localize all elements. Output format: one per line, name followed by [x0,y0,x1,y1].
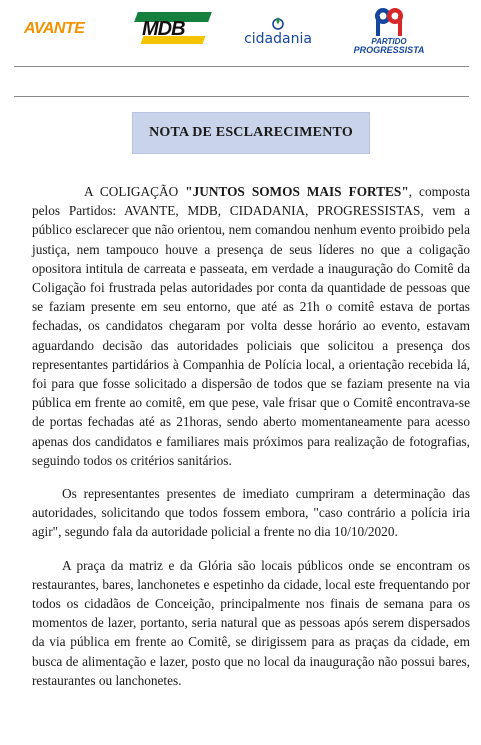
document-title: NOTA DE ESCLARECIMENTO [132,112,370,154]
header-divider [14,66,469,67]
paragraph-1-text: , composta pelos Partidos: AVANTE, MDB, CIDADANIA, PROGRESSISTAS, vem a público esclarecer que não orientou, nem comandou nenhum evento proibido pela justiça, nem tampouco houve a presença de seus líderes no que a coligação opositora intitula de carreata e passeata, em verdade a inauguração do Comitê da Coligação foi frustrada pelas autoridades por conta da quantidade de pessoas que se faziam presente em seu entorno, que até as 21h o comitê estava de portas fechadas, os candidatos chegaram por volta desse horário ao evento, estavam aguardando decisão das autoridades policiais que solicitou a presença dos representantes partidários à Companhia de Polícia local, a orientação recebida lá, foi para que fosse solicitado a dispersão de todos que se faziam presente na via pública em frente ao comitê, em que pese, vale frisar que o Comitê encontrava-se de portas fechadas até as 21horas, sendo aberto momentaneamente para acesso apenas dos candidatos e familiares mais próximos para realização de fotografias, seguindo todos os critérios sanitários. [32,184,470,468]
coalition-name: "JUNTOS SOMOS MAIS FORTES" [185,184,409,199]
cidadania-logo-text: cidadania [244,31,312,47]
progressistas-logo-line2: PROGRESSISTA [353,45,425,55]
document-body [32,182,470,690]
progressistas-pp-icon [372,6,406,38]
paragraph-3: A praça da matriz e da Glória são locais públicos onde se encontram os restaurantes, bares, lanchonetes e espetinho da cidade, local este frequentando por todos os cidadãos de Conceição, principalmente nos finais de semana para os momentos de lazer, portanto, seria natural que as pessoas após serem dispersados da via pública em frente ao Comitê, se dirigissem para as praças da cidade, em busca de alimentação e lazer, posto que no local da inauguração não possui bares, restaurantes ou lanchonetes. [32,557,470,688]
progressistas-logo [344,6,434,58]
progressistas-logo-line1: PARTIDO [371,37,407,46]
party-logos-header [0,0,481,64]
mdb-logo [136,12,210,46]
cidadania-logo [238,16,318,50]
avante-logo [24,20,84,38]
paragraph-1 [32,182,470,470]
cidadania-flame-icon [271,16,285,30]
avante-logo-text: AVANTE [24,20,85,37]
title-divider [14,96,469,97]
mdb-logo-text: MDB [142,18,185,40]
paragraph-2: Os representantes presentes de imediato cumpriram a determinação das autoridades, solicitando que todos fossem embora, "caso contrário a polícia iria agir", segundo fala da autoridade policial a frente no dia 10/10/2020. [32,486,470,540]
paragraph-1-lead: A COLIGAÇÃO [84,184,186,199]
